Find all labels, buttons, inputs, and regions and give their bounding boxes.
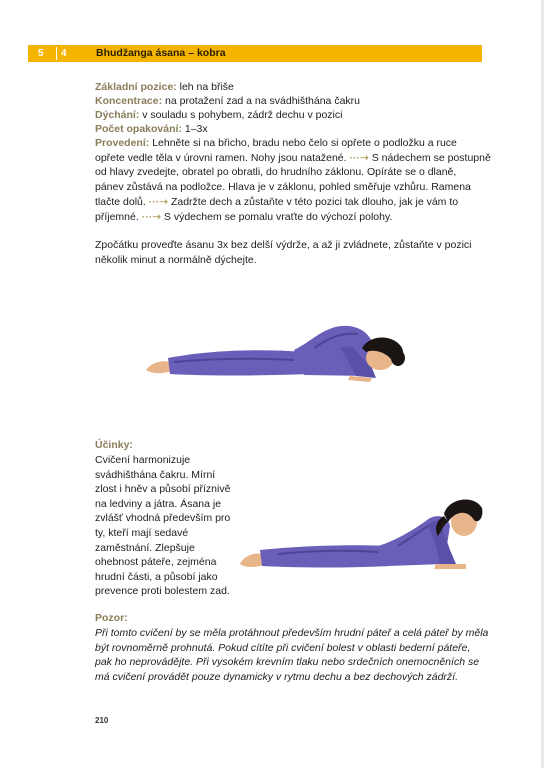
meta-concentration [95,94,485,108]
intro-line: Zpočátku proveďte ásanu 3x bez delší výdrže, a až ji zvládnete, zůstaňte v pozici [95,239,472,251]
effects-text [95,453,240,599]
meta-position-value: leh na břiše [179,81,234,93]
legs-shape [168,350,310,375]
section-number: 4 [61,48,67,59]
procedure-line-text: S nádechem se postupně [371,151,491,164]
caution-line: má cvičení provádět pouze dynamicky v rytmu dechu a bez dechových zádrží. [95,670,459,683]
procedure-line-text: S výdechem se pomalu vraťte do výchozí polohy. [163,210,393,223]
caution-line: být rovnoměrně prohnutá. Pokud cítíte při cvičení bolest v oblasti bederní páteře, [95,641,471,654]
effects-line: zaměstnání. Zlepšuje [95,541,195,554]
procedure-line-text: opřete vedle těla v úrovni ramen. Nohy jsou natažené. [95,151,347,164]
meta-position [95,80,485,94]
chapter-number: 5 [38,48,44,59]
pose-meta [95,80,485,136]
effects-label: Účinky: [95,439,133,451]
meta-concentration-label: Koncentrace: [95,95,163,107]
procedure-text [95,136,491,224]
procedure-line-text: příjemné. [95,210,139,223]
meta-repetitions-label: Počet opakování: [95,123,182,135]
effects-line: zvlášť vhodná především pro [95,512,231,525]
effects-line: ohebnost páteře, zejména [95,556,217,569]
effects-line: zlost i hněv a působí příznivě [95,483,231,496]
hair-bun-shape [391,350,405,366]
legs-shape [260,545,390,567]
caution-line: Při tomto cvičení by se měla protáhnout především hrudní páteř a celá páteř by měla [95,627,489,639]
page-number: 210 [95,716,109,725]
caution-line: pak ho neprovádějte. Při vysokém krevním tlaku nebo srdečních onemocněních se [95,656,480,669]
intro-paragraph [95,238,487,267]
prone-pose-figure [144,318,406,384]
meta-repetitions [95,122,485,136]
intro-line: několik minut a normálně dýchejte. [95,253,257,266]
procedure-line-text: Zadržte dech a zůstaňte v této pozici tak dlouho, jak je vám to [170,195,459,208]
caution-text [95,626,490,684]
feet-shape [146,361,172,373]
procedure-line [95,195,487,210]
meta-concentration-value: na protažení zad a na svádhišthána čakru [165,95,360,107]
procedure-line [95,210,487,225]
chapter-header-bar [28,45,482,62]
effects-line: svádhišthána čakru. Mírní [95,468,216,481]
meta-repetitions-value: 1–3x [184,123,208,135]
meta-position-label: Základní pozice: [95,81,177,93]
effects-line: prevence proti bolestem zad. [95,585,230,598]
procedure-line [95,151,491,166]
effects-line: ty, kteří mají sedavé [95,526,189,539]
hand-shape [434,564,466,569]
caution-label: Pozor: [95,612,128,624]
effects-line: na ledviny a játra. Ásana je [95,497,222,510]
meta-breathing-label: Dýchání: [95,109,140,121]
step-arrow-icon: ···➝ [148,195,169,208]
cobra-pose-figure [238,494,484,574]
step-arrow-icon: ···➝ [141,210,161,223]
procedure-line: od hlavy zvedejte, obratel po obratli, do hrudního záklonu. Opíráte se o dlaně, [95,166,457,179]
effects-line: Cvičení harmonizuje [95,454,191,466]
procedure-label: Provedení: [95,137,150,149]
procedure-line-text: Lehněte si na břicho, bradu nebo čelo si opřete o podložku a ruce [152,137,457,149]
header-divider [56,47,57,60]
effects-line: hrudní části, a působí jako [95,570,218,583]
procedure-line-text: tlačte dolů. [95,195,146,208]
step-arrow-icon: ···➝ [349,151,369,164]
procedure-line [95,136,487,151]
procedure-line: pánev zůstává na podložce. Hlava je v záklonu, pohled směřuje vzhůru. Ramena [95,181,471,194]
meta-breathing-value: v souladu s pohybem, zádrž dechu v pozici [142,109,343,121]
meta-breathing [95,108,485,122]
section-title: Bhudžanga ásana – kobra [96,47,226,59]
